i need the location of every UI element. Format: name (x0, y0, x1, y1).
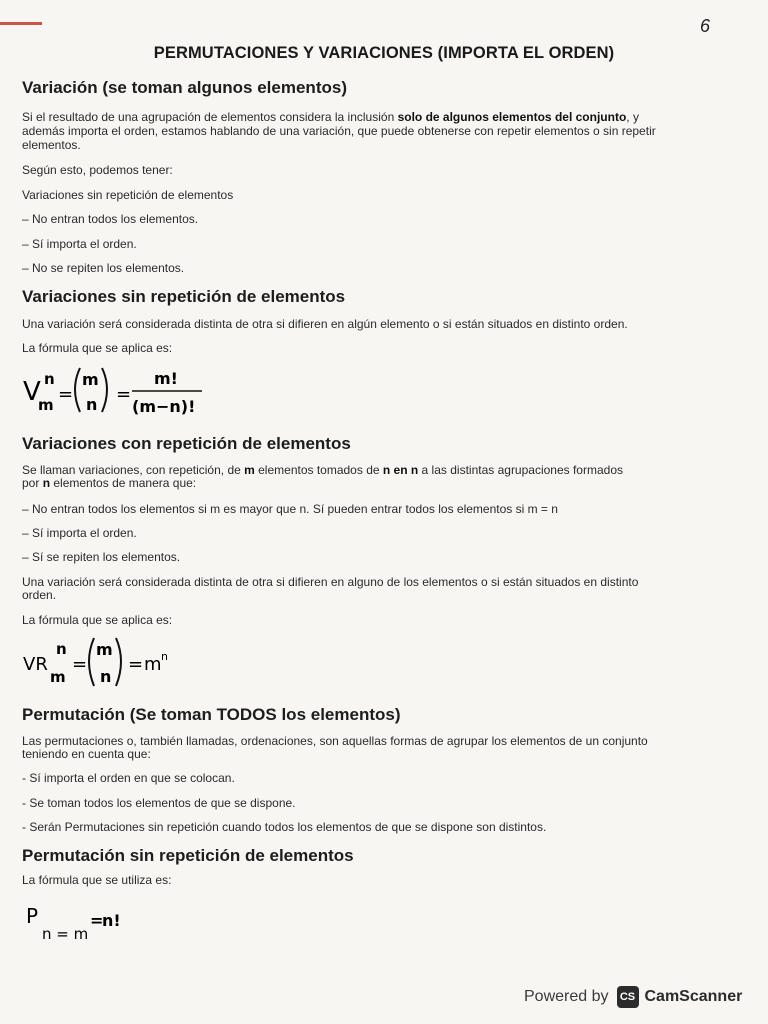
intro-bold: solo de algunos elementos del conjunto (397, 110, 627, 124)
binomial-left-paren (89, 638, 94, 686)
text-fragment: a las distintas agrupaciones formados (418, 463, 623, 477)
text-bold-n: n (42, 476, 51, 490)
definition-line-2 (22, 477, 752, 490)
formula-symbol: P (26, 904, 39, 928)
equals-sign: = (128, 654, 144, 675)
intro-line-3: elementos. (22, 138, 81, 152)
list-item: - Se toman todos los elementos de que se dispone. (22, 796, 296, 810)
text-fragment: por (22, 476, 43, 490)
paragraph: Una variación será considerada distinta de otra si difieren en algún elemento o si están situados en distinto orden. (22, 317, 628, 331)
list-item: – Sí importa el orden. (22, 526, 137, 540)
heading-permutacion: Permutación (Se toman TODOS los elementos) (22, 705, 401, 724)
camscanner-badge (617, 986, 743, 1008)
list-item: - Serán Permutaciones sin repetición cuando todos los elementos de que se dispone son distintos. (22, 820, 547, 834)
text-fragment: elementos de manera que: (50, 476, 197, 490)
heading-variaciones-sin-repeticion: Variaciones sin repetición de elementos (22, 287, 346, 306)
paragraph-line-2: orden. (22, 588, 57, 602)
binomial-bottom: n (100, 667, 112, 686)
intro-line-1 (22, 111, 752, 124)
powered-by-text: Powered by (524, 988, 609, 1005)
binomial-right-paren (102, 368, 107, 412)
page-number: 6 (700, 16, 711, 36)
formula-symbol: VR (23, 654, 48, 675)
formula-rhs: n! (102, 911, 121, 930)
fraction-numerator: m! (154, 369, 178, 388)
page-title: PERMUTACIONES Y VARIACIONES (IMPORTA EL ORDEN) (153, 44, 615, 62)
equals-sign: = (72, 654, 88, 675)
equals-sign: = (116, 384, 132, 405)
text-bold-n-en-n: n en n (382, 463, 419, 477)
list-item: – Sí importa el orden. (22, 237, 137, 251)
formula-permutacion (22, 898, 182, 946)
red-pen-mark (0, 22, 42, 25)
list-item: – No entran todos los elementos. (22, 212, 199, 226)
binomial-left-paren (75, 368, 80, 412)
text-fragment: elementos tomados de (254, 463, 383, 477)
intro-part-1: Si el resultado de una agrupación de elementos considera la inclusión (22, 110, 398, 124)
formula-rhs-exponent: n (161, 650, 168, 663)
fraction-denominator: (m−n)! (132, 397, 196, 416)
heading-permutacion-sin-repeticion: Permutación sin repetición de elementos (22, 846, 354, 865)
paragraph: La fórmula que se aplica es: (22, 613, 173, 627)
formula-variacion-sin-repeticion (20, 358, 220, 420)
binomial-bottom: n (86, 395, 98, 414)
text-fragment: Se llaman variaciones, con repetición, de (22, 463, 245, 477)
formula-rhs: m (144, 654, 162, 675)
list-item: – No se repiten los elementos. (22, 261, 185, 275)
camscanner-watermark (524, 986, 742, 1008)
binomial-right-paren (116, 638, 121, 686)
binomial-top: m (82, 370, 99, 389)
formula-superscript: n (56, 640, 67, 658)
list-item: – Sí se repiten los elementos. (22, 550, 181, 564)
equals-sign: = (90, 911, 104, 930)
list-item: – No entran todos los elementos si m es mayor que n. Sí pueden entrar todos los elementos si m = n (22, 502, 558, 516)
paragraph-line-2: teniendo en cuenta que: (22, 747, 151, 761)
segun-text: Según esto, podemos tener: (22, 163, 173, 177)
paragraph-line-1: Las permutaciones o, también llamadas, ordenaciones, son aquellas formas de agrupar los elementos de un conjunto (22, 734, 648, 748)
binomial-top: m (96, 640, 113, 659)
camscanner-logo-icon: CS (617, 986, 639, 1008)
formula-superscript: n (44, 370, 55, 388)
formula-subscript: m (50, 668, 66, 686)
paragraph: La fórmula que se utiliza es: (22, 873, 172, 887)
paragraph-line-1: Una variación será considerada distinta de otra si difieren en alguno de los elementos o si están situados en distinto (22, 575, 639, 589)
tipo-text: Variaciones sin repetición de elementos (22, 188, 234, 202)
heading-variaciones-con-repeticion: Variaciones con repetición de elementos (22, 434, 351, 453)
heading-variacion: Variación (se toman algunos elementos) (22, 78, 347, 97)
formula-subscript: m (38, 396, 54, 414)
paragraph: La fórmula que se aplica es: (22, 341, 173, 355)
formula-subscript: n = m (42, 925, 89, 943)
equals-sign: = (58, 384, 74, 405)
list-item: - Sí importa el orden en que se colocan. (22, 771, 235, 785)
camscanner-brand: CamScanner (644, 988, 743, 1005)
formula-symbol: V (23, 377, 41, 407)
intro-part-2: , y (626, 110, 639, 124)
text-bold-m: m (244, 463, 255, 477)
intro-line-2: además importa el orden, estamos hablando de una variación, que puede obtenerse con repetir elementos o sin repetir (22, 124, 656, 138)
formula-variacion-con-repeticion (20, 630, 220, 692)
